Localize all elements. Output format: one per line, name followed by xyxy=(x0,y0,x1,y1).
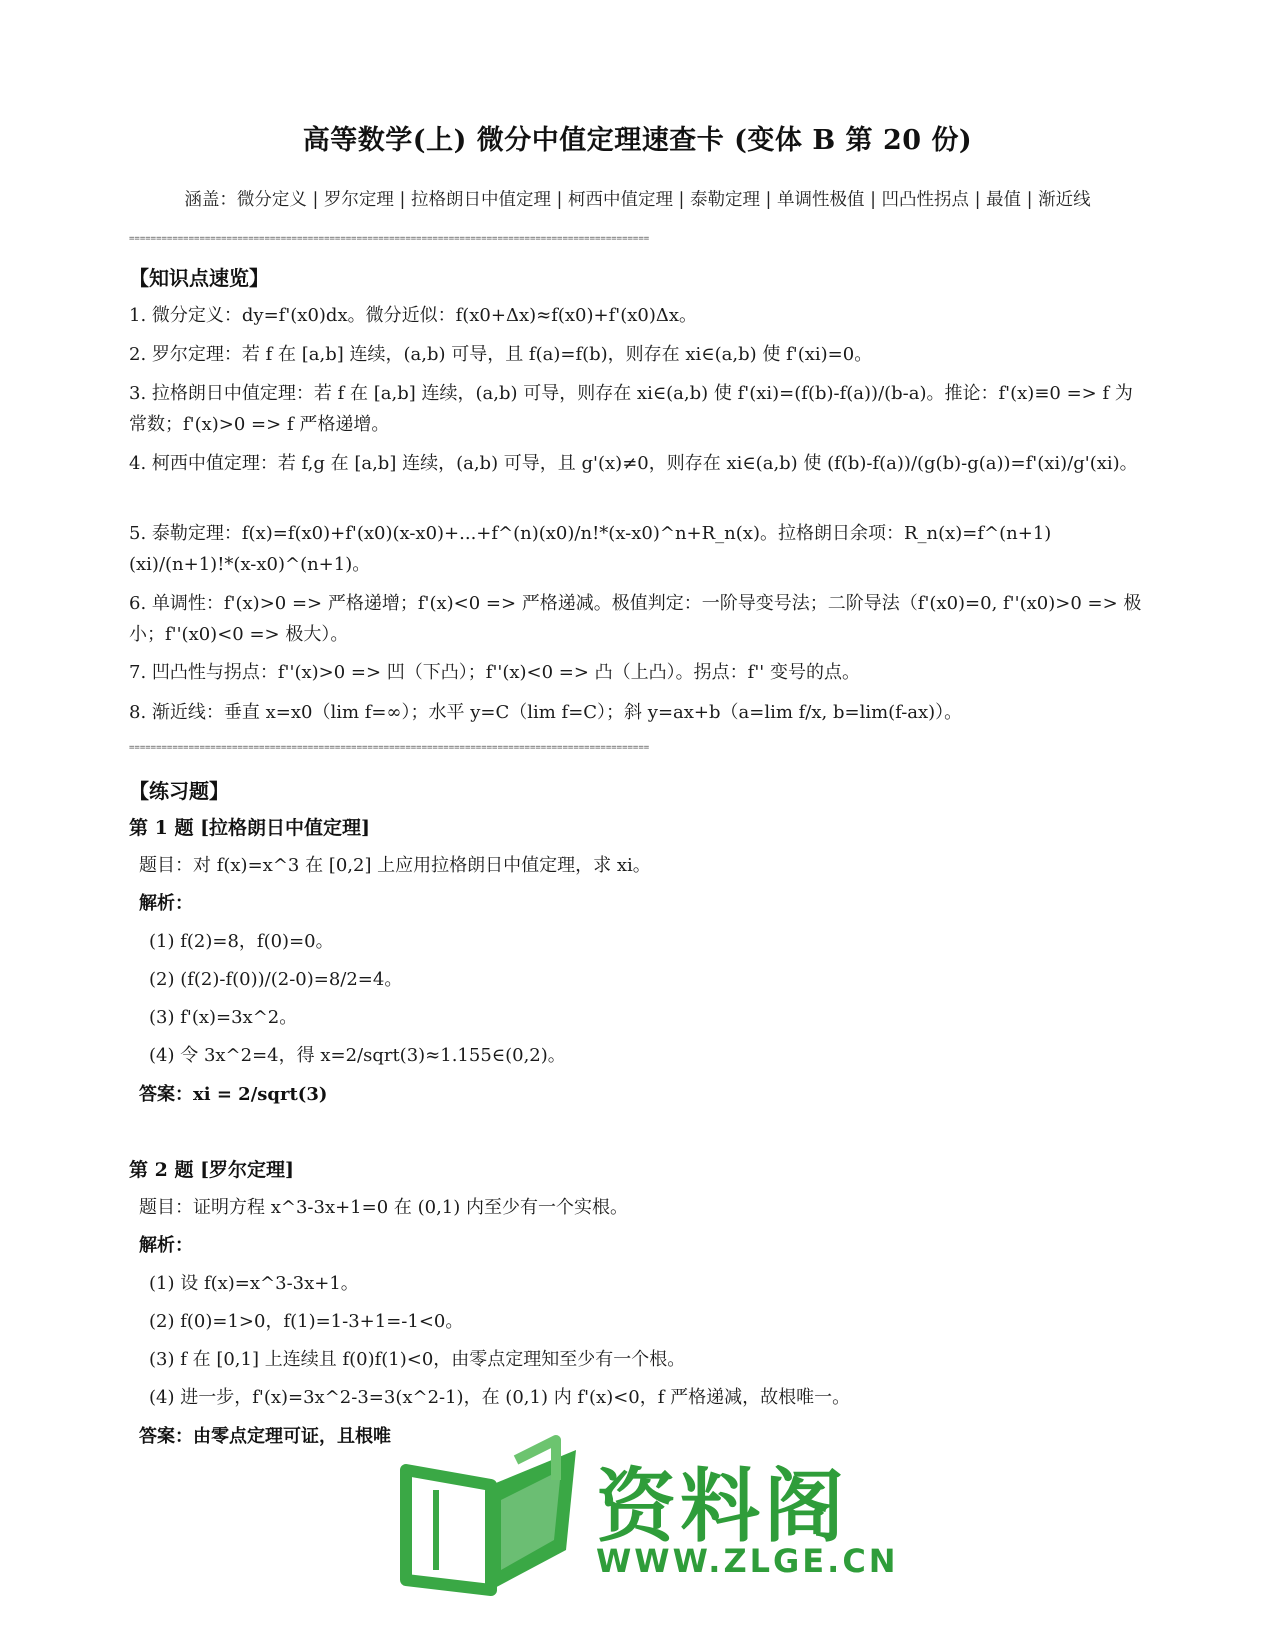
knowledge-item: 5. 泰勒定理：f(x)=f(x0)+f'(x0)(x-x0)+...+f^(n)(x0)/n!*(x-x0)^n+R_n(x)。拉格朗日余项：R_n(x)=f^(n+1)(xi)/(n+1)!*(x-x0)^(n+1)。 xyxy=(129,523,1052,575)
knowledge-heading: 【知识点速览】 xyxy=(129,266,269,290)
question-2-analysis-label: 解析： xyxy=(139,1235,193,1256)
question-1-heading: 第 1 题 [拉格朗日中值定理] xyxy=(129,817,371,839)
page-subtitle: 涵盖：微分定义 | 罗尔定理 | 拉格朗日中值定理 | 柯西中值定理 | 泰勒定理 | 单调性极值 | 凹凸性拐点 | 最值 | 渐近线 xyxy=(184,190,1091,210)
question-1-analysis-label: 解析： xyxy=(139,893,193,914)
knowledge-item: 8. 渐近线：垂直 x=x0（lim f=∞）；水平 y=C（lim f=C）；斜 y=ax+b（a=lim f/x, b=lim(f-ax)）。 xyxy=(129,702,963,723)
question-1-text: 题目：对 f(x)=x^3 在 [0,2] 上应用拉格朗日中值定理，求 xi。 xyxy=(139,855,651,876)
knowledge-item: 3. 拉格朗日中值定理：若 f 在 [a,b] 连续，(a,b) 可导，则存在 xi∈(a,b) 使 f'(xi)=(f(b)-f(a))/(b-a)。推论：f'(x)≡0 => f 为常数；f'(x)>0 => f 严格递增。 xyxy=(129,383,1133,435)
question-1-step: (4) 令 3x^2=4，得 x=2/sqrt(3)≈1.155∈(0,2)。 xyxy=(149,1045,566,1066)
divider-rule: ================================================================================================ xyxy=(129,745,650,751)
watermark-name: 资料阁 xyxy=(596,1460,848,1553)
question-2-answer: 答案：由零点定理可证，且根唯 xyxy=(139,1426,391,1447)
question-2-step: (1) 设 f(x)=x^3-3x+1。 xyxy=(149,1273,359,1294)
divider-rule: ================================================================================================ xyxy=(129,236,650,242)
question-1-step: (1) f(2)=8，f(0)=0。 xyxy=(149,931,334,952)
practice-heading: 【练习题】 xyxy=(129,779,229,803)
question-2-text: 题目：证明方程 x^3-3x+1=0 在 (0,1) 内至少有一个实根。 xyxy=(139,1197,628,1218)
watermark-url: WWW.ZLGE.CN xyxy=(596,1542,899,1580)
knowledge-item: 1. 微分定义：dy=f'(x0)dx。微分近似：f(x0+Δx)≈f(x0)+f'(x0)Δx。 xyxy=(129,305,698,326)
question-1-step: (3) f'(x)=3x^2。 xyxy=(149,1007,298,1028)
knowledge-item: 6. 单调性：f'(x)>0 => 严格递增；f'(x)<0 => 严格递减。极值判定：一阶导变号法；二阶导法（f'(x0)=0, f''(x0)>0 => 极小；f''(x0)<0 => 极大）。 xyxy=(129,593,1142,645)
question-1-answer: 答案：xi = 2/sqrt(3) xyxy=(139,1084,328,1105)
question-2-step: (3) f 在 [0,1] 上连续且 f(0)f(1)<0，由零点定理知至少有一个根。 xyxy=(149,1349,686,1370)
knowledge-item: 2. 罗尔定理：若 f 在 [a,b] 连续，(a,b) 可导，且 f(a)=f(b)，则存在 xi∈(a,b) 使 f'(xi)=0。 xyxy=(129,344,873,365)
watermark-logo xyxy=(396,1430,899,1600)
knowledge-item: 7. 凹凸性与拐点：f''(x)>0 => 凹（下凸）；f''(x)<0 => 凸（上凸）。拐点：f'' 变号的点。 xyxy=(129,662,860,683)
book-icon xyxy=(396,1430,596,1600)
page-title: 高等数学(上) 微分中值定理速查卡 (变体 B 第 20 份) xyxy=(302,125,973,156)
question-2-step: (2) f(0)=1>0，f(1)=1-3+1=-1<0。 xyxy=(149,1311,464,1332)
question-2-step: (4) 进一步，f'(x)=3x^2-3=3(x^2-1)，在 (0,1) 内 f'(x)<0，f 严格递减，故根唯一。 xyxy=(149,1387,851,1408)
question-2-heading: 第 2 题 [罗尔定理] xyxy=(129,1159,295,1181)
question-1-step: (2) (f(2)-f(0))/(2-0)=8/2=4。 xyxy=(149,969,403,990)
knowledge-item: 4. 柯西中值定理：若 f,g 在 [a,b] 连续，(a,b) 可导，且 g'(x)≠0，则存在 xi∈(a,b) 使 (f(b)-f(a))/(g(b)-g(a))=f'(xi)/g'(xi)。 xyxy=(129,453,1138,474)
